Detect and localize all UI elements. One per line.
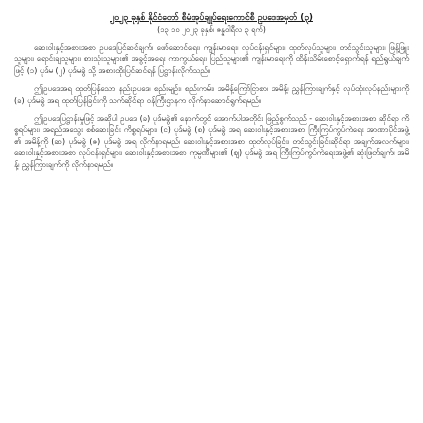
document-title: ၂၀၂၃ ခုနှစ် နိုင်ငံတော် စီမံအုပ်ချုပ်ရေးကောင်စီ ဥပဒေအမှတ် (၃)	[110, 13, 313, 23]
paragraph-2: ဤဥပဒေအရ ထုတ်ပြန်သော နည်းဥပဒေ၊ စည်းမျဉ်း၊ စည်းကမ်း၊ အမိန့်ကြော်ငြာစာ၊ အမိန့်၊ ညွှန်ကြားချက်နှင့် လုပ်ထုံးလုပ်နည်းများကို (ခ) ပုဒ်မခွဲ အရ ထုတ်ပြန်ခြင်းကို သက်ဆိုင်ရာ ဝန်ကြီးဌာနက လိုက်နာဆောင်ရွက်ရမည်။	[14, 84, 409, 105]
paragraph-3: ဤဥပဒေပြဋ္ဌာန်းမှုဖြင့် အဆိုပါ ဥပဒေ (ခ) ပုဒ်မခွဲ၏ နောက်တွင် အောက်ပါအတိုင်း ဖြည့်စွက်သည် - ဆေးဝါးနှင့်အစားအစာ ဆိုင်ရာ ကိစ္စရပ်များ၊ အရည်အသွေး စစ်ဆေးခြင်း ကိစ္စရပ်များ၊ (င) ပုဒ်မခွဲ (စ) ပုဒ်မခွဲ အရ ဆေးဝါးနှင့်အစားအစာ ကြီးကြပ်ကွပ်ကဲရေး အာဏာပိုင်အဖွဲ့၏ အမိန့်ကို (ဆ) ပုဒ်မခွဲ (ဇ) ပုဒ်မခွဲ အရ လိုက်နာရမည်၊ ဆေးဝါးနှင့်အစားအစာ ထုတ်လုပ်ခြင်း၊ တင်သွင်းခြင်းဆိုင်ရာ အချက်အလက်များ၊ ဆေးဝါးနှင့်အစားအစာ လုပ်ငန်းရှင်များ၊ ဆေးဝါးနှင့်အစားအစာ ကုမ္ပဏီများ၏ (ဈ) ပုဒ်မခွဲ အရ ကြီးကြပ်ကွပ်ကဲရေးအဖွဲ့၏ ဆုံးဖြတ်ချက်၊ အမိန့်၊ ညွှန်ကြားချက်ကို လိုက်နာရမည်။	[14, 114, 409, 169]
document-date: (၁၃ ၁၀ ၂၀၂၃ ခုနှစ်၊ ဇန္နဝါရီလ ၃ ရက်)	[157, 25, 266, 34]
paragraph-1: ဆေးဝါးနှင့်အစားအစာ ဥပဒေပြင်ဆင်ချက်၊ ဖော်ဆောင်ရေး၊ ကျန်းမာရေး၊ လုပ်ငန်းရှင်များ၊ ထုတ်လုပ်သူများ၊ တင်သွင်းသူများ၊ ဖြန့်ဖြူးသူများ၊ ရောင်းချသူများ၊ စားသုံးသူများ၏ အခွင့်အရေး ကာကွယ်ရေး၊ ပြည်သူများ၏ ကျန်းမာရေးကို ထိန်းသိမ်းစောင့်ရှောက်ရန် ရည်ရွယ်ချက်ဖြင့် (၁) ပုဒ်မ (၂) ပုဒ်မခွဲ သို့ အစားထိုးပြင်ဆင်ရန် ပြဋ္ဌာန်းလိုက်သည်။	[14, 43, 409, 75]
